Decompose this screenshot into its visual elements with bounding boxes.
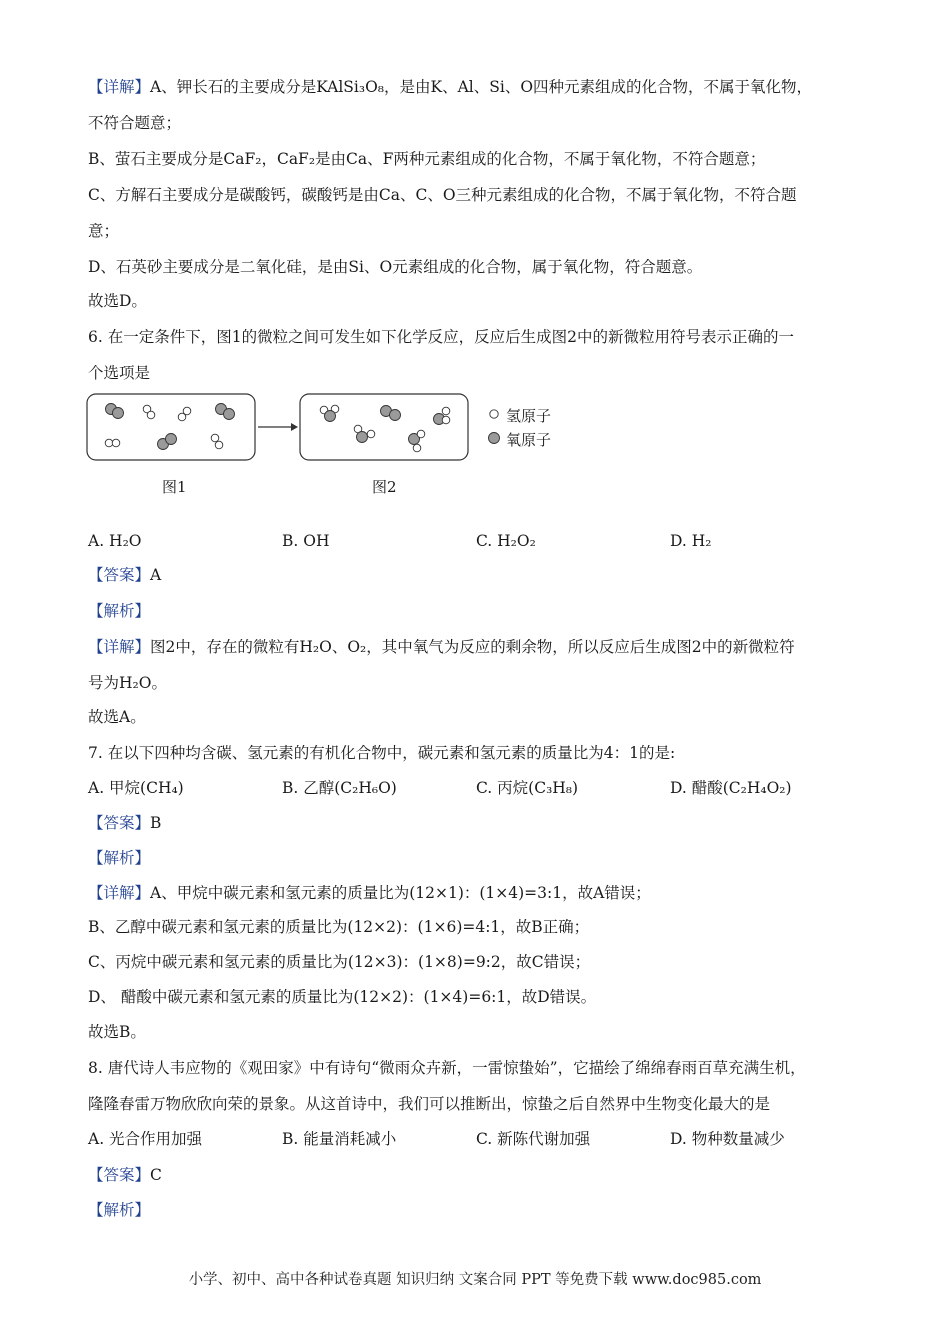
q8-option-d: D. 物种数量减少 [670,1130,785,1148]
q6-conclusion: 故选A。 [88,708,146,726]
q8-stem: 8. 唐代诗人韦应物的《观田家》中有诗句“微雨众卉新，一雷惊蛰始”，它描绘了绵绵春雨百草充满生机， [88,1059,806,1077]
q7-conclusion: 故选B。 [88,1023,146,1041]
q7-option-a: A. 甲烷(CH₄) [88,779,184,797]
legend-hydrogen-label: 氢原子 [506,407,552,425]
reaction-arrow-icon [258,423,298,431]
q7-stem: 7. 在以下四种均含碳、氢元素的有机化合物中，碳元素和氢元素的质量比为4：1的是: [88,744,676,762]
q7-detail-d: D、 醋酸中碳元素和氢元素的质量比为(12×2)：(1×4)=6:1，故D错误。 [88,988,597,1006]
q7-answer: 【答案】B [88,814,162,832]
q5-detail-c: C、方解石主要成分是碳酸钙，碳酸钙是由Ca、C、O三种元素组成的化合物，不属于氧化物，不符合题 [88,186,797,204]
q6-detail: 【详解】图2中，存在的微粒有H₂O、O₂，其中氧气为反应的剩余物，所以反应后生成图2中的新微粒符 [88,638,795,656]
q7-option-c: C. 丙烷(C₃H₈) [476,779,579,797]
q6-option-a: A. H₂O [88,532,142,550]
q8-option-c: C. 新陈代谢加强 [476,1130,591,1148]
q7-options [88,777,888,799]
q5-detail-b: B、萤石主要成分是CaF₂，CaF₂是由Ca、F两种元素组成的化合物，不属于氧化物，不符合题意； [88,150,766,168]
oxygen-atom [325,411,336,422]
q7-option-d: D. 醋酸(C₂H₄O₂) [670,779,792,797]
q5-detail-d: D、石英砂主要成分是二氧化硅，是由Si、O元素组成的化合物，属于氧化物，符合题意。 [88,258,703,276]
q8-option-b: B. 能量消耗减小 [282,1130,397,1148]
molecule-reaction-figure [86,392,606,502]
q6-detail-cont: 号为H₂O。 [88,674,167,692]
q7-detail-a: 【详解】A、甲烷中碳元素和氢元素的质量比为(12×1)：(1×4)=3:1，故A错误； [88,884,651,902]
q6-stem-cont: 个选项是 [88,364,151,382]
q5-detail-a-cont: 不符合题意； [88,114,182,132]
q7-detail-b: B、乙醇中碳元素和氢元素的质量比为(12×2)：(1×6)=4:1，故B正确； [88,918,590,936]
q7-detail-c: C、丙烷中碳元素和氢元素的质量比为(12×3)：(1×8)=9:2，故C错误； [88,953,591,971]
section-tag: 【详解】 [88,78,151,96]
section-tag: 【详解】 [88,638,151,656]
q6-option-b: B. OH [282,532,330,550]
figure-1-caption: 图1 [162,478,187,496]
oxygen-atom-legend-icon [489,433,500,444]
q5-detail-c-cont: 意； [88,222,120,240]
q8-stem-cont: 隆隆春雷万物欣欣向荣的景象。从这首诗中，我们可以推断出，惊蛰之后自然界中生物变化最大的是 [88,1095,771,1113]
section-tag: 【答案】 [88,814,151,832]
q6-analysis [88,600,880,622]
figure-2-caption: 图2 [372,478,397,496]
section-tag: 【解析】 [88,602,151,620]
legend-oxygen-label: 氧原子 [506,431,552,449]
q8-options [88,1128,888,1150]
q8-option-a: A. 光合作用加强 [88,1130,203,1148]
q5-detail-a: 【详解】A、钾长石的主要成分是KAlSi₃O₈，是由K、Al、Si、O四种元素组成的化合物，不属于氧化物， [88,78,813,96]
q6-option-d: D. H₂ [670,532,712,550]
q7-option-b: B. 乙醇(C₂H₆O) [282,779,397,797]
q6-options [88,530,888,552]
section-tag: 【解析】 [88,849,151,867]
section-tag: 【答案】 [88,566,151,584]
q8-answer: 【答案】C [88,1166,162,1184]
q6-answer: 【答案】A [88,566,162,584]
q7-analysis [88,847,880,869]
section-tag: 【答案】 [88,1166,151,1184]
hydrogen-atom-legend-icon [490,410,498,418]
q6-option-c: C. H₂O₂ [476,532,536,550]
q5-conclusion: 故选D。 [88,292,147,310]
section-tag: 【解析】 [88,1201,151,1219]
page-footer: 小学、初中、高中各种试卷真题 知识归纳 文案合同 PPT 等免费下载 www.doc985.com [188,1272,762,1288]
section-tag: 【详解】 [88,884,151,902]
q6-stem: 6. 在一定条件下，图1的微粒之间可发生如下化学反应，反应后生成图2中的新微粒用符号表示正确的一 [88,328,794,346]
figure-2-box [300,394,468,460]
q8-analysis [88,1199,880,1221]
